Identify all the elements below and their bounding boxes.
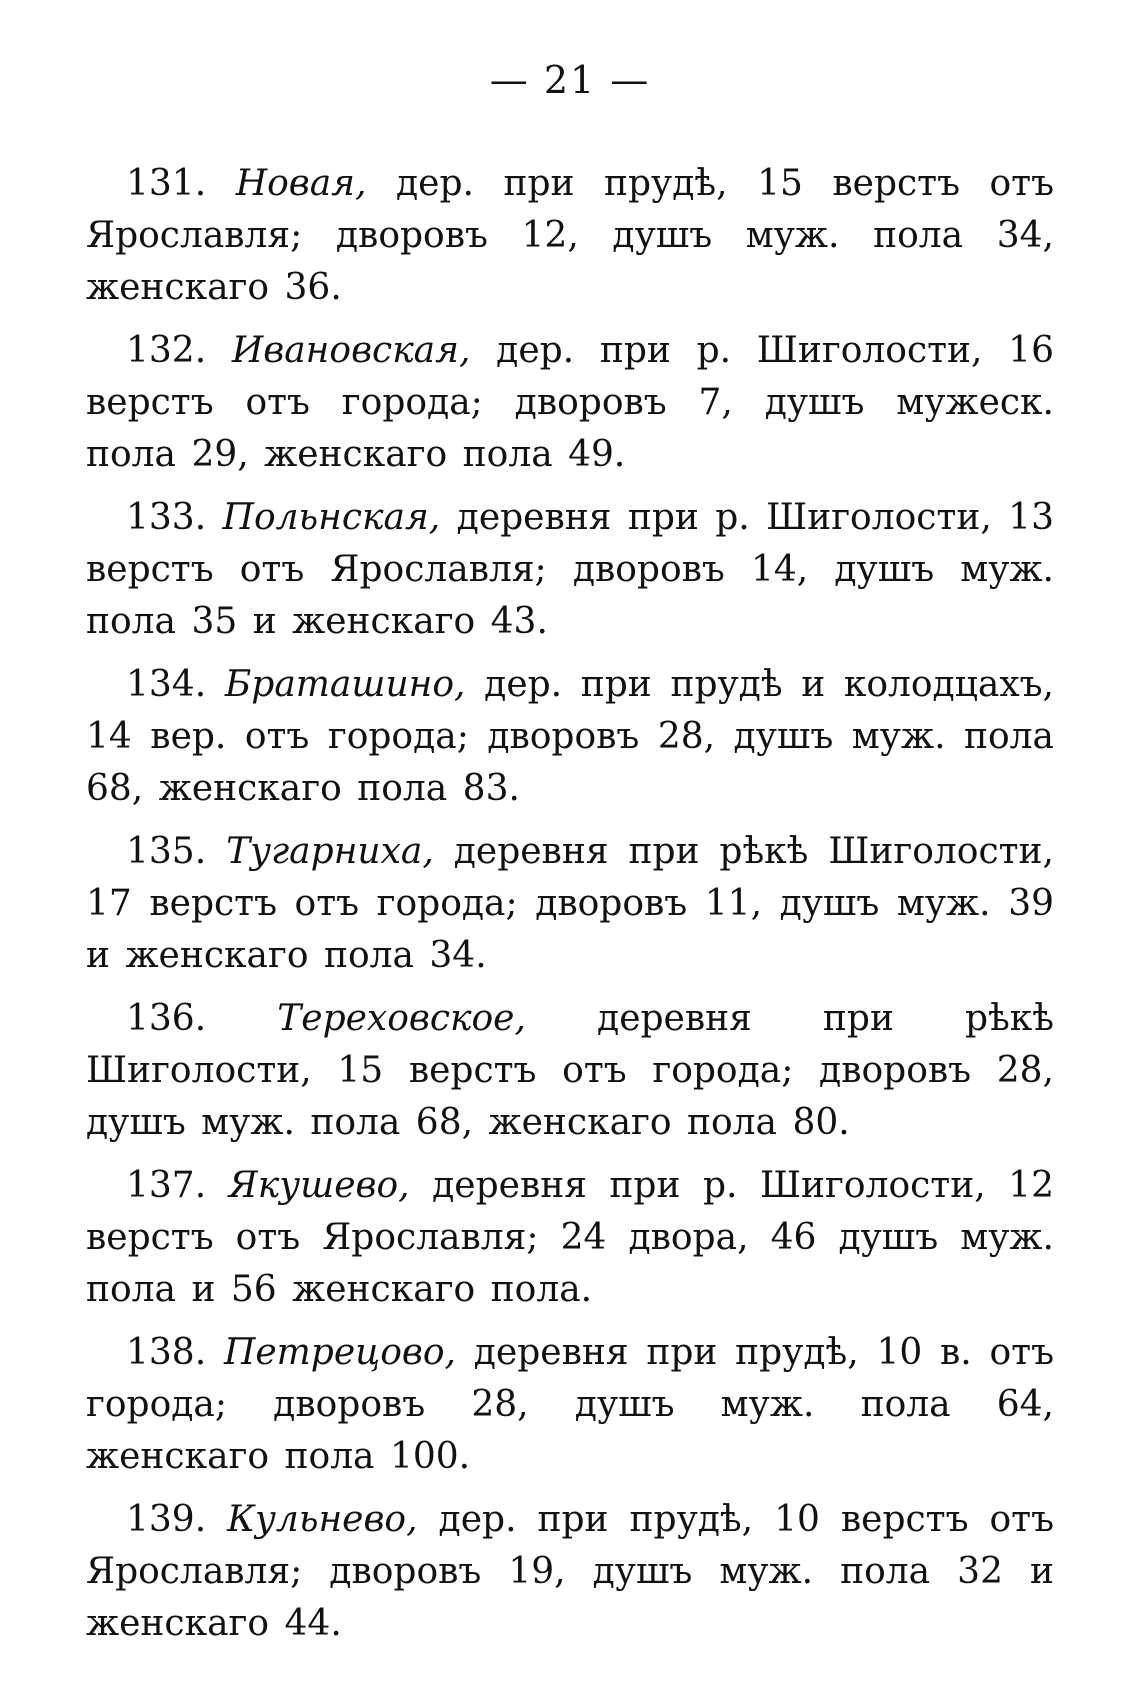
village-name: Тугарниха, <box>226 831 434 872</box>
entry-number: 132. <box>126 330 207 371</box>
entry-text: дер. при прудѣ, 10 верстъ отъ Ярославля; дворовъ 19, душъ муж. пола 32 и женскаго 44. <box>86 1499 1054 1644</box>
village-name: Петрецово, <box>223 1332 456 1373</box>
gazetteer-entry <box>86 158 1054 314</box>
gazetteer-entry <box>86 1494 1054 1650</box>
gazetteer-entry <box>86 325 1054 481</box>
entry-text: дер. при прудѣ и колодцахъ, 14 вер. отъ города; дворовъ 28, душъ муж. пола 68, женскаго пола 83. <box>86 664 1054 809</box>
village-name: Кульнево, <box>227 1499 418 1540</box>
entry-text: деревня при р. Шиголости, 12 верстъ отъ Ярославля; 24 двора, 46 душъ муж. пола и 56 женскаго пола. <box>86 1165 1054 1310</box>
gazetteer-entry <box>86 1160 1054 1316</box>
village-name: Новая, <box>235 163 367 204</box>
page-number: — 21 — <box>489 58 651 102</box>
entry-text: дер. при прудѣ, 15 верстъ отъ Ярославля; дворовъ 12, душъ муж. пола 34, женскаго 36. <box>86 163 1055 308</box>
gazetteer-entries <box>86 158 1054 1661</box>
village-name: Якушево, <box>228 1165 410 1206</box>
entry-text: деревня при рѣкѣ Шиголости, 17 верстъ отъ города; дворовъ 11, душъ муж. 39 и женскаго пола 34. <box>86 831 1054 976</box>
gazetteer-entry <box>86 826 1054 982</box>
gazetteer-entry <box>86 1327 1054 1483</box>
village-name: Браташино, <box>224 664 466 705</box>
village-name: Тереховское, <box>277 998 526 1039</box>
gazetteer-entry <box>86 659 1054 815</box>
entry-number: 135. <box>126 831 207 872</box>
entry-number: 131. <box>126 163 207 204</box>
gazetteer-entry <box>86 492 1054 648</box>
entry-text: деревня при прудѣ, 10 в. отъ города; дворовъ 28, душъ муж. пола 64, женскаго пола 100. <box>86 1332 1054 1477</box>
entry-text: деревня при р. Шиголости, 13 верстъ отъ Ярославля; дворовъ 14, душъ муж. пола 35 и женскаго 43. <box>86 497 1054 642</box>
entry-text: дер. при р. Шиголости, 16 верстъ отъ города; дворовъ 7, душъ мужеск. пола 29, женскаго пола 49. <box>86 330 1054 475</box>
entry-number: 138. <box>126 1332 207 1373</box>
entry-text: деревня при рѣкѣ Шиголости, 15 верстъ отъ города; дворовъ 28, душъ муж. пола 68, женскаго пола 80. <box>86 998 1054 1143</box>
village-name: Ивановская, <box>231 330 471 371</box>
entry-number: 136. <box>126 998 207 1039</box>
entry-number: 137. <box>126 1165 207 1206</box>
entry-number: 139. <box>126 1499 207 1540</box>
village-name: Польнская, <box>222 497 441 538</box>
gazetteer-entry <box>86 993 1054 1149</box>
entry-number: 133. <box>126 497 207 538</box>
entry-number: 134. <box>126 664 207 705</box>
